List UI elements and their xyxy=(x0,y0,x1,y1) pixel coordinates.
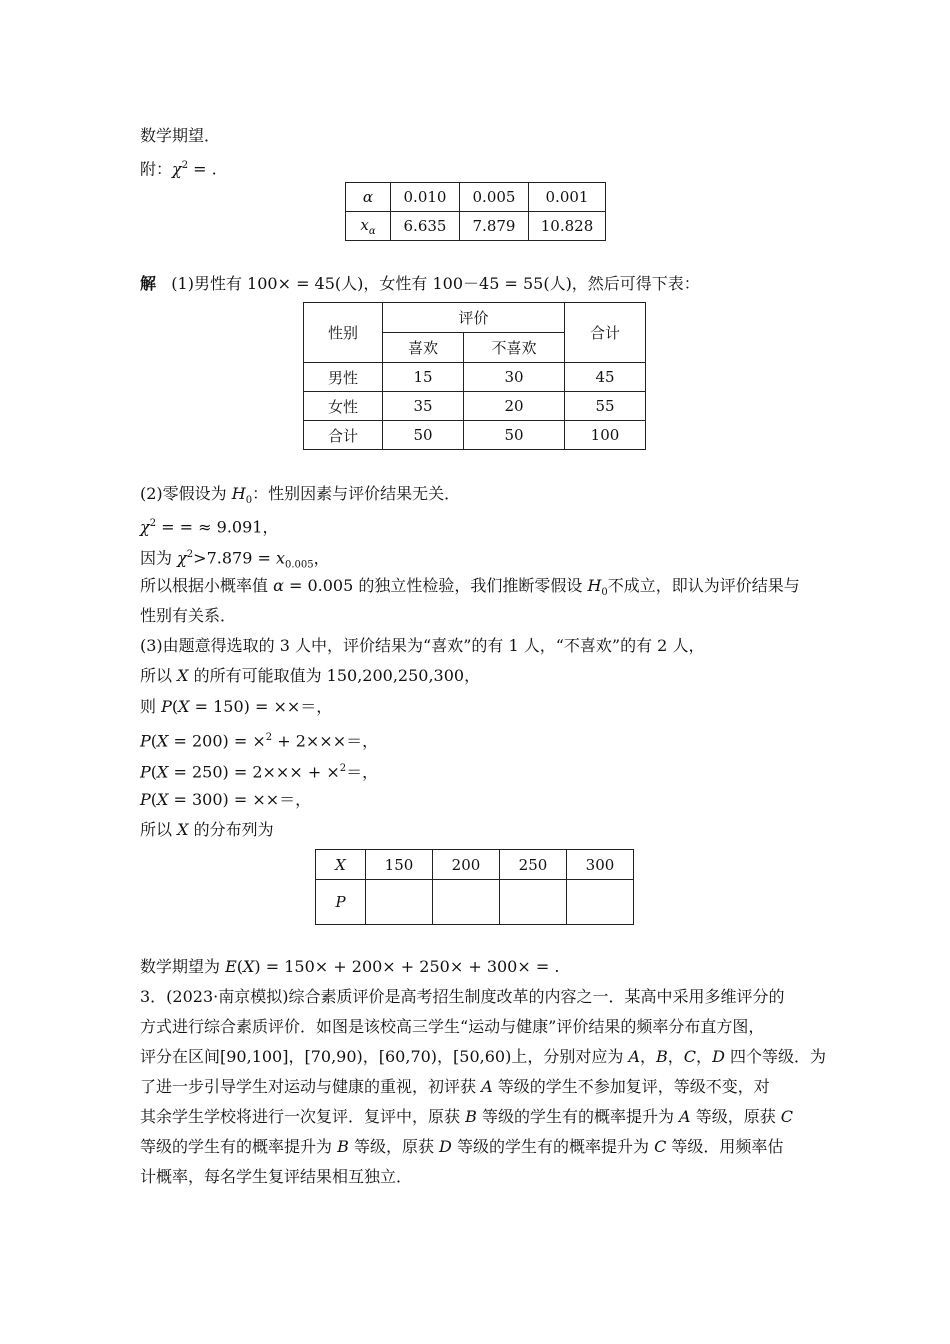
table-cell: 15 xyxy=(383,363,464,392)
contingency-table xyxy=(303,302,646,450)
appendix-line: 附：$\chi^2$ = . xyxy=(140,159,217,179)
q3-line7: 计概率，每名学生复评结果相互独立． xyxy=(140,1167,413,1186)
table-cell xyxy=(366,880,433,925)
table-cell: 6.635 xyxy=(391,212,460,241)
table-cell xyxy=(500,880,567,925)
table-cell: 55 xyxy=(565,392,646,421)
compare-line: 因为 $\chi^2>7.879 = x_{0.005}$， xyxy=(140,548,330,571)
x-label: X xyxy=(316,850,366,880)
table-cell: 50 xyxy=(464,421,565,450)
dist-intro-line: 所以 X 的分布列为 xyxy=(140,820,274,839)
prob-250-line: P(X = 250) = 2××× + ×$^2$＝， xyxy=(140,762,379,782)
p-label: P xyxy=(316,880,366,925)
distribution-table xyxy=(315,849,634,925)
chi-square-line: $\chi^2$ = = ≈ 9.091， xyxy=(140,517,279,537)
alpha-label: α xyxy=(346,183,391,212)
table-cell: 200 xyxy=(433,850,500,880)
q3-line5: 其余学生学校将进行一次复评．复评中，原获 B 等级的学生有的概率提升为 A 等级，原获 C xyxy=(140,1107,794,1126)
table-cell: 250 xyxy=(500,850,567,880)
table-cell: 0.010 xyxy=(391,183,460,212)
row-label: 男性 xyxy=(304,363,383,392)
prob-150-line: 则 P(X = 150) = ××＝， xyxy=(140,697,333,716)
dislike-header: 不喜欢 xyxy=(464,333,565,363)
table-cell: 7.879 xyxy=(460,212,529,241)
table-cell: 45 xyxy=(565,363,646,392)
like-header: 喜欢 xyxy=(383,333,464,363)
gender-header: 性别 xyxy=(304,303,383,363)
table-cell: 35 xyxy=(383,392,464,421)
q3-line4: 了进一步引导学生对运动与健康的重视，初评获 A 等级的学生不参加复评，等级不变，对 xyxy=(140,1077,770,1096)
table-cell: 0.001 xyxy=(529,183,606,212)
alpha-table xyxy=(345,182,606,241)
eval-header: 评价 xyxy=(383,303,565,333)
q3-line6: 等级的学生有的概率提升为 B 等级，原获 D 等级的学生有的概率提升为 C 等级．用频率估 xyxy=(140,1137,784,1156)
table-cell: 0.005 xyxy=(460,183,529,212)
x-alpha-label: $x_\alpha$ xyxy=(346,212,391,241)
conclusion-line: 所以根据小概率值 α = 0.005 的独立性检验，我们推断零假设 $H_0$不成立，即认为评价结果与 xyxy=(140,576,800,599)
table-cell: 50 xyxy=(383,421,464,450)
intro-line: 数学期望． xyxy=(140,126,221,145)
table-cell: 20 xyxy=(464,392,565,421)
sol3-line1: (3)由题意得选取的 3 人中，评价结果为“喜欢”的有 1 人，“不喜欢”的有 2 人， xyxy=(140,636,705,655)
table-cell: 30 xyxy=(464,363,565,392)
hypothesis-line: (2)零假设为 $H_0$：性别因素与评价结果无关． xyxy=(140,484,461,507)
table-cell xyxy=(433,880,500,925)
table-cell: 10.828 xyxy=(529,212,606,241)
conclusion-line-2: 性别有关系． xyxy=(140,606,237,625)
table-cell xyxy=(567,880,634,925)
total-header: 合计 xyxy=(565,303,646,363)
q3-line1: 3．(2023·南京模拟)综合素质评价是高考招生制度改革的内容之一．某高中采用多维评分的 xyxy=(140,987,785,1006)
row-label: 女性 xyxy=(304,392,383,421)
q3-line3: 评分在区间[90,100]，[70,90)，[60,70)，[50,60)上，分别对应为 A，B，C，D 四个等级．为 xyxy=(140,1047,826,1066)
table-cell: 150 xyxy=(366,850,433,880)
table-cell: 100 xyxy=(565,421,646,450)
solution-part1: 解 (1)男性有 100× = 45(人)，女性有 100－45 = 55(人)，然后可得下表： xyxy=(140,274,700,293)
sol3-line2: 所以 X 的所有可能取值为 150,200,250,300， xyxy=(140,666,481,685)
prob-300-line: P(X = 300) = ××＝， xyxy=(140,790,312,809)
q3-line2: 方式进行综合素质评价．如图是该校高三学生“运动与健康”评价结果的频率分布直方图， xyxy=(140,1017,765,1036)
prob-200-line: P(X = 200) = ×$^2$ + 2×××＝， xyxy=(140,731,379,751)
row-label: 合计 xyxy=(304,421,383,450)
table-cell: 300 xyxy=(567,850,634,880)
expectation-line: 数学期望为 E(X) = 150× + 200× + 250× + 300× = . xyxy=(140,957,560,976)
